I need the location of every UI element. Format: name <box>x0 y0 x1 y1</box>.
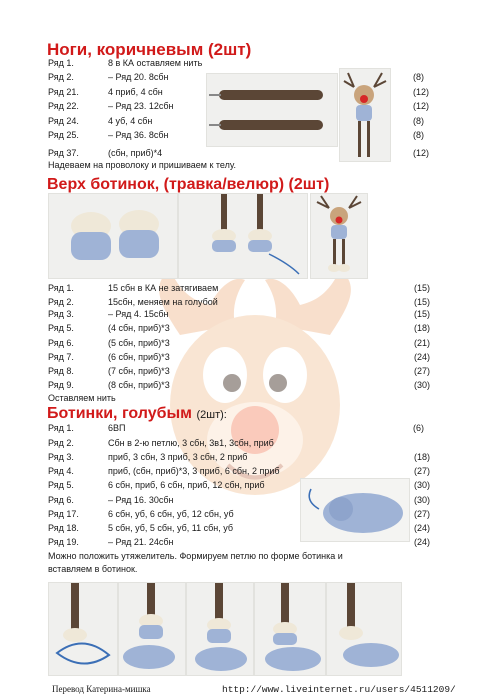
boot-step-image <box>49 583 117 675</box>
boot-step-image <box>119 583 185 675</box>
photo-step-3 <box>186 582 254 676</box>
photo-reindeer <box>339 68 391 162</box>
pattern-page: Ноги, коричневым (2шт) Ряд 1. 8 в КА оставляем нить Ряд 2. – Ряд 20. 8сбн (8) Ряд 21. 4 приб, 4 сбн (12) Ряд 22. – Ряд 23. 12сбн (12) Ряд 24. 4 уб, 4 сбн (8) Ряд 25. – Ряд 36. 8сбн (8) Ряд 37. (сбн, приб)*4 (12) Надеваем на проволоку и пришиваем к телу. Верх ботинок, (травка/велюр) (2шт) Ряд 1. 15 сбн в КА не затягиваем (15) Ряд 2. 15сбн, меняем на голубой (15) Ряд 3. – Ряд 4. 15сбн (15) Ряд 5. (4 сбн, приб)*3 (18) Ряд 6. (5 сбн, приб)*3 (21) Ряд 7. (6 сбн, приб)*3 (24) Ряд 8. (7 сбн, приб)*3 (27) Ряд 9. (8 сбн, приб)*3 (30) Оставляем нить Ботинки, голубым (2шт): Ряд 1. 6ВП (6) Ряд 2. Сбн в 2-ю петлю, 3 сбн, 3в1, 3сбн, приб Ряд 3. приб, 3 сбн, 3 приб, 3 сбн, 2 приб (18) Ряд 4. приб, (сбн, приб)*3, 3 приб, 6 сбн, 2 приб (27) Ряд 5. 6 сбн, приб, 6 сбн, приб, 12 сбн, приб (30) Ряд 6. – Ряд 16. 30сбн (30) Ряд 17. 6 сбн, уб, 6 сбн, уб, 12 сбн, уб (27) Ряд 18. 5 сбн, уб, 5 сбн, уб, 11 сбн, уб (24) Ряд 19. – Ряд 21. 24сбн (24) Можно положить утяжелитель. Формируем петлю по форме ботинка и вставляем в ботинок. Перевод Катерина-мишка http://www.liveinternet.ru/users/4511209/ <box>47 40 456 695</box>
photo-boot-tops <box>48 193 178 279</box>
section-title-boot-top: Верх ботинок, (травка/велюр) (2шт) <box>47 176 330 193</box>
boot-step-image <box>255 583 325 675</box>
source-url: http://www.liveinternet.ru/users/4511209/ <box>222 684 456 695</box>
photo-step-1 <box>48 582 118 676</box>
photo-step-4 <box>254 582 326 676</box>
crochet-legs-image <box>207 74 337 146</box>
reindeer-toy-image <box>340 69 390 161</box>
section-note: вставляем в ботинок. <box>48 564 138 574</box>
photo-blue-boot <box>300 478 410 542</box>
boot-tops-image <box>49 194 177 278</box>
section-title-legs: Ноги, коричневым (2шт) <box>47 40 252 59</box>
blue-boot-image <box>301 479 409 541</box>
photo-step-2 <box>118 582 186 676</box>
section-title-boots: Ботинки, голубым (2шт): <box>47 405 227 422</box>
section-note: Надеваем на проволоку и пришиваем к телу. <box>48 160 236 170</box>
boot-step-image <box>327 583 401 675</box>
translator-credit: Перевод Катерина-мишка <box>52 684 151 694</box>
photo-reindeer-2 <box>310 193 368 279</box>
section-note: Можно положить утяжелитель. Формируем петлю по форме ботинка и <box>48 551 343 561</box>
photo-legs <box>206 73 338 147</box>
reindeer-toy-image <box>311 194 367 278</box>
photo-step-5 <box>326 582 402 676</box>
section-note: Оставляем нить <box>48 393 116 403</box>
boot-step-image <box>187 583 253 675</box>
photo-boot-tops-on-legs <box>178 193 308 279</box>
legs-with-boot-tops-image <box>179 194 307 278</box>
